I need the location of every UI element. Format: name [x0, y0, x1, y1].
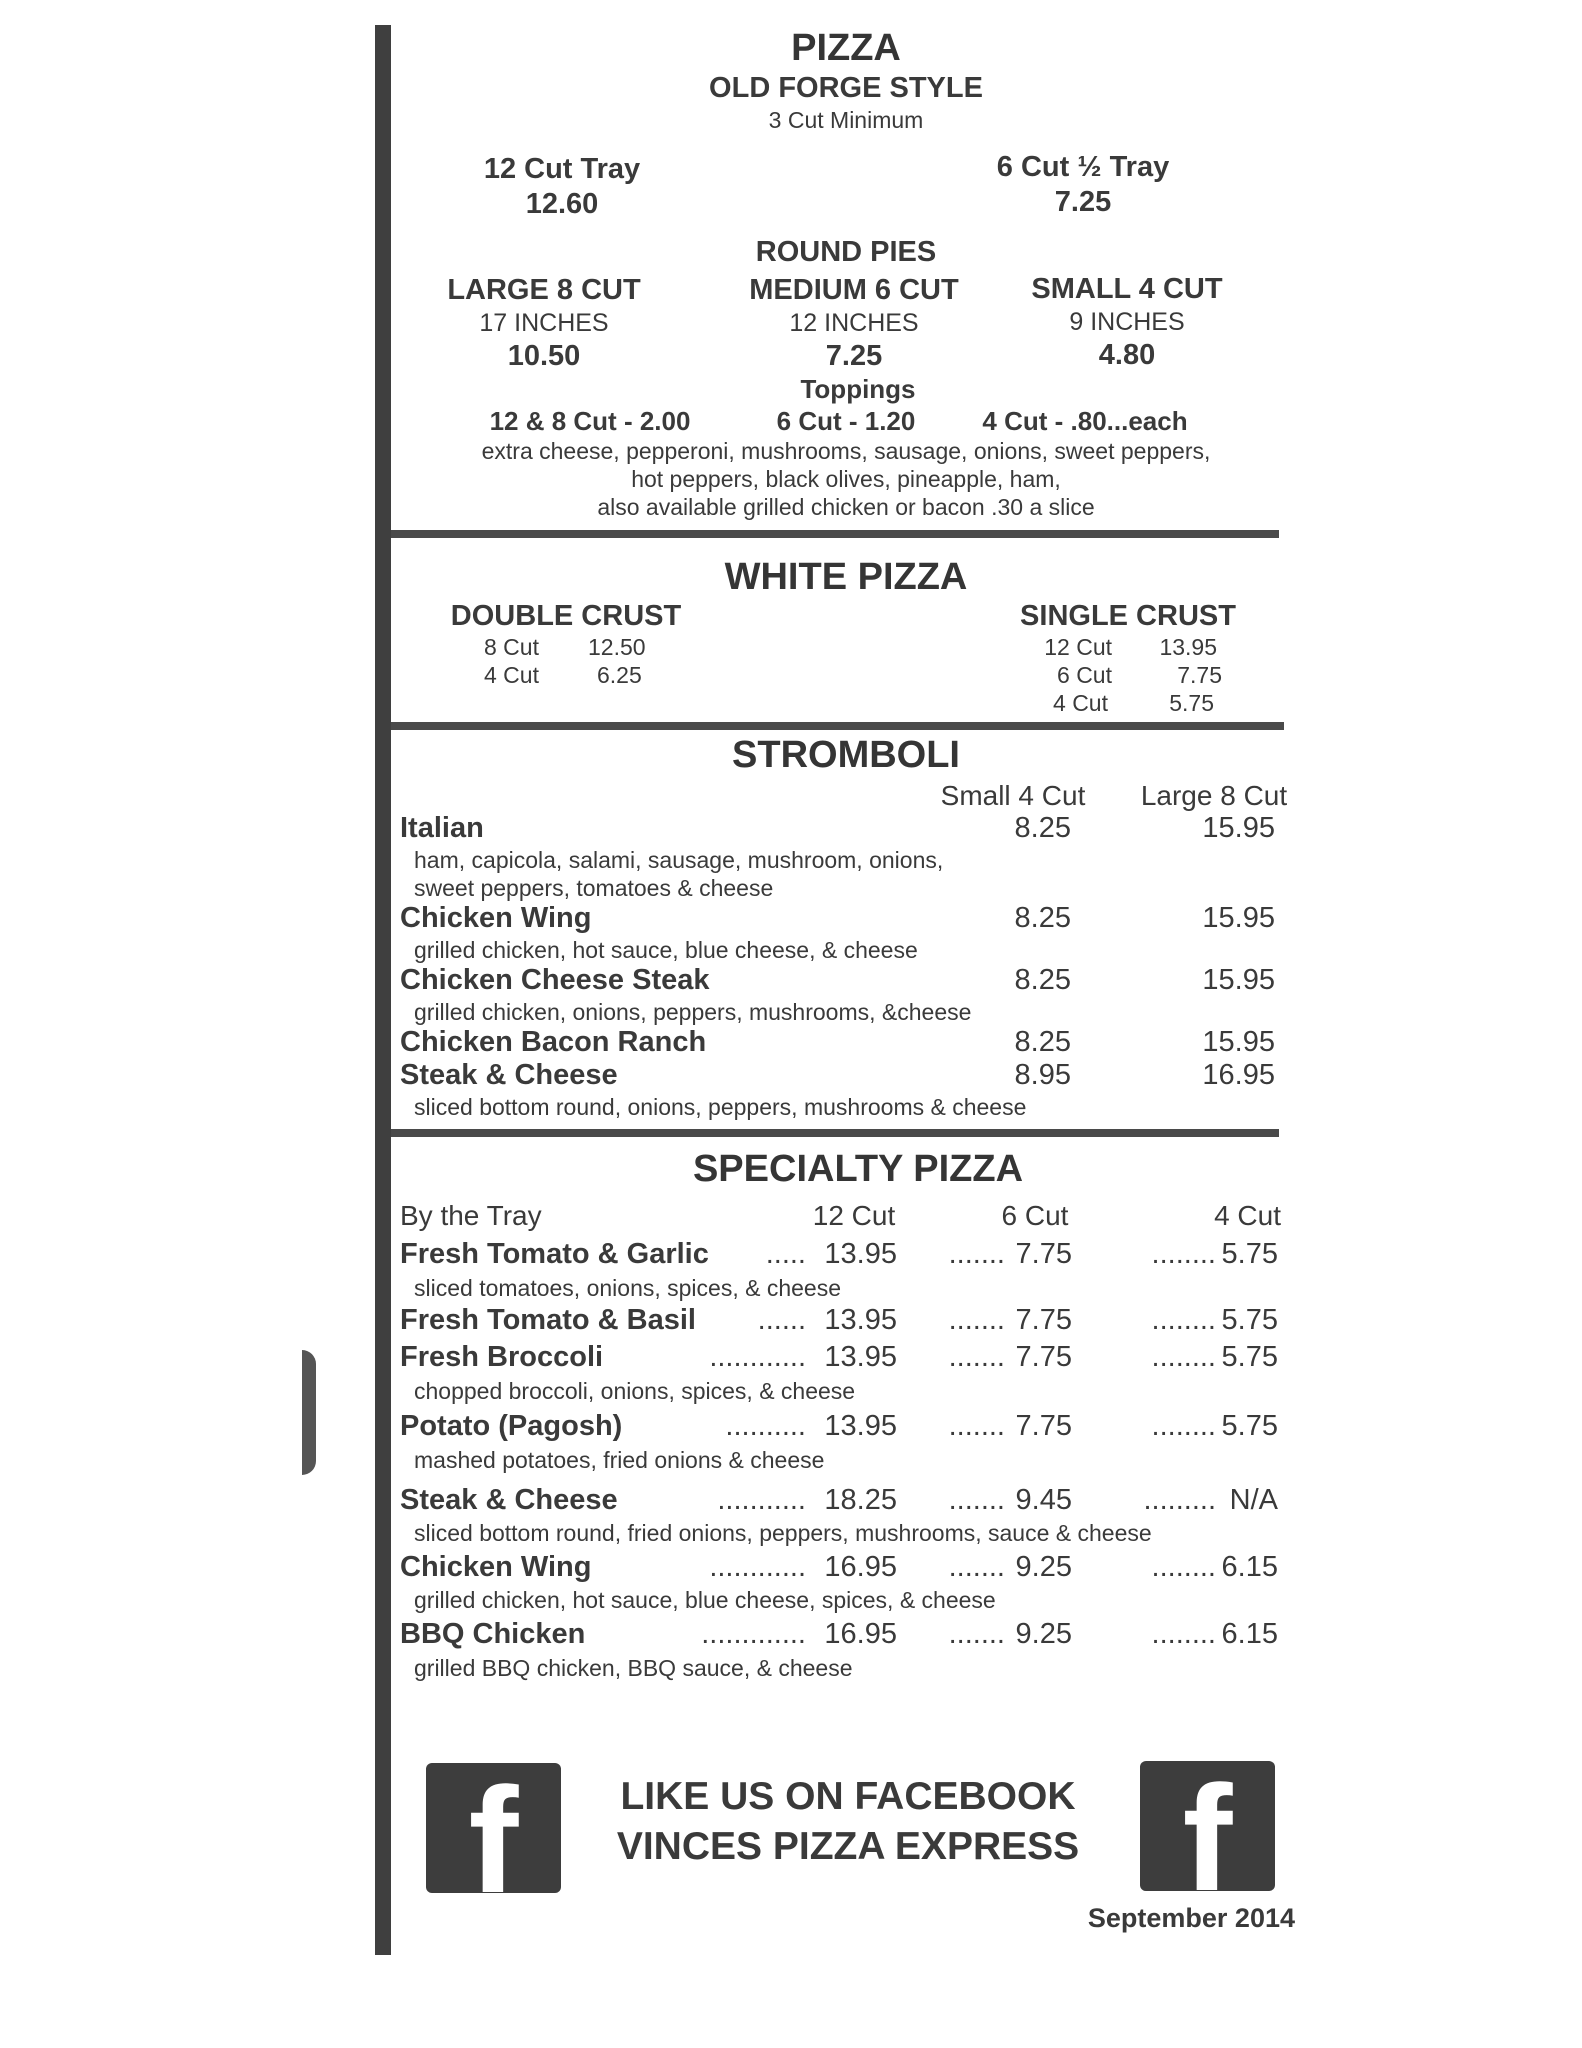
specialty-item-name: BBQ Chicken — [400, 1618, 586, 1650]
specialty-item-leader-dots: ............. — [701, 1618, 806, 1650]
stromboli-item-small-price: 8.25 — [1014, 902, 1071, 934]
specialty-item-price-6: 7.75 — [1015, 1238, 1072, 1270]
specialty-item-name: Steak & Cheese — [400, 1484, 618, 1516]
scan-margin-mark — [302, 1350, 316, 1475]
specialty-item-price-12: 16.95 — [824, 1618, 897, 1650]
specialty-item-price-12: 13.95 — [824, 1304, 897, 1336]
stromboli-item-desc: sliced bottom round, onions, peppers, mushrooms & cheese — [414, 1094, 1027, 1120]
specialty-item-price-12: 18.25 — [824, 1484, 897, 1516]
facebook-f-glyph: f — [468, 1763, 519, 1893]
pizza-minimum: 3 Cut Minimum — [768, 107, 924, 133]
topping-price-6: 6 Cut - 1.20 — [776, 406, 916, 436]
stromboli-item-desc: ham, capicola, salami, sausage, mushroom, onions, — [414, 847, 944, 873]
specialty-item-leader-dots: ....... — [948, 1304, 1005, 1336]
stromboli-item-name: Chicken Bacon Ranch — [400, 1026, 707, 1058]
specialty-item-price-12: 13.95 — [824, 1341, 897, 1373]
specialty-item-price-6: 9.25 — [1015, 1551, 1072, 1583]
specialty-item-leader-dots: ....... — [948, 1238, 1005, 1270]
section-divider-3 — [391, 1129, 1279, 1137]
pizza-title: PIZZA — [791, 27, 901, 69]
specialty-item-leader-dots: ........ — [1151, 1618, 1216, 1650]
specialty-item-name: Potato (Pagosh) — [400, 1410, 623, 1442]
topping-price-4: 4 Cut - .80...each — [982, 406, 1188, 436]
specialty-col-4: 4 Cut — [1214, 1200, 1281, 1231]
round-pies-title: ROUND PIES — [755, 236, 937, 268]
stromboli-item-name: Italian — [400, 812, 484, 844]
single-crust-title: SINGLE CRUST — [1020, 600, 1236, 632]
footer-date: September 2014 — [1087, 1903, 1295, 1933]
specialty-item-leader-dots: ........ — [1151, 1304, 1216, 1336]
round-small-price: 4.80 — [1098, 339, 1156, 371]
specialty-item-desc: chopped broccoli, onions, spices, & cheese — [414, 1378, 856, 1404]
round-large-price: 10.50 — [507, 340, 581, 372]
round-small-size: 9 INCHES — [1069, 308, 1185, 336]
specialty-item-name: Chicken Wing — [400, 1551, 592, 1583]
stromboli-item-small-price: 8.25 — [1014, 812, 1071, 844]
specialty-item-price-12: 13.95 — [824, 1238, 897, 1270]
stromboli-item-large-price: 15.95 — [1202, 812, 1275, 844]
round-medium-size: 12 INCHES — [789, 309, 919, 337]
specialty-item-leader-dots: ........ — [1151, 1341, 1216, 1373]
specialty-title: SPECIALTY PIZZA — [692, 1148, 1024, 1190]
single-crust-4-price: 5.75 — [1169, 690, 1214, 716]
specialty-item-price-4: 5.75 — [1221, 1238, 1278, 1270]
facebook-f-glyph: f — [1182, 1761, 1233, 1891]
specialty-item-leader-dots: ....... — [948, 1484, 1005, 1516]
specialty-item-leader-dots: ........ — [1151, 1410, 1216, 1442]
specialty-item-name: Fresh Tomato & Garlic — [400, 1238, 709, 1270]
specialty-item-leader-dots: ............ — [709, 1551, 806, 1583]
specialty-item-leader-dots: ....... — [948, 1410, 1005, 1442]
specialty-item-price-4: 6.15 — [1221, 1551, 1278, 1583]
specialty-item-price-12: 13.95 — [824, 1410, 897, 1442]
specialty-item-price-12: 16.95 — [824, 1551, 897, 1583]
specialty-by-tray: By the Tray — [400, 1200, 542, 1231]
round-medium-label: MEDIUM 6 CUT — [749, 274, 959, 306]
specialty-item-price-6: 7.75 — [1015, 1410, 1072, 1442]
round-small-label: SMALL 4 CUT — [1031, 273, 1223, 305]
toppings-list-line-3: also available grilled chicken or bacon .30 a slice — [597, 494, 1095, 520]
left-border-bar — [375, 25, 391, 1955]
specialty-item-price-4: 5.75 — [1221, 1304, 1278, 1336]
specialty-item-desc: grilled BBQ chicken, BBQ sauce, & cheese — [414, 1655, 853, 1681]
double-crust-4-price: 6.25 — [597, 662, 642, 688]
specialty-item-leader-dots: ............ — [709, 1341, 806, 1373]
single-crust-12-cut: 12 Cut — [1044, 634, 1112, 660]
specialty-item-price-6: 9.45 — [1015, 1484, 1072, 1516]
specialty-item-leader-dots: ..... — [765, 1238, 806, 1270]
double-crust-8-cut: 8 Cut — [484, 634, 539, 660]
double-crust-title: DOUBLE CRUST — [450, 600, 682, 632]
double-crust-8-price: 12.50 — [588, 634, 646, 660]
facebook-icon — [426, 1763, 561, 1893]
stromboli-item-large-price: 15.95 — [1202, 1026, 1275, 1058]
single-crust-12-price: 13.95 — [1159, 634, 1217, 660]
specialty-item-price-6: 7.75 — [1015, 1304, 1072, 1336]
specialty-item-price-4: N/A — [1229, 1484, 1278, 1516]
stromboli-item-name: Chicken Wing — [400, 902, 592, 934]
section-divider-2 — [391, 722, 1284, 730]
round-medium-price: 7.25 — [825, 340, 883, 372]
stromboli-item-large-price: 15.95 — [1202, 964, 1275, 996]
round-large-size: 17 INCHES — [479, 309, 609, 337]
white-pizza-title: WHITE PIZZA — [724, 556, 968, 598]
toppings-list-line-2: hot peppers, black olives, pineapple, ham, — [631, 466, 1061, 492]
specialty-item-price-6: 9.25 — [1015, 1618, 1072, 1650]
specialty-item-desc: sliced tomatoes, onions, spices, & cheese — [414, 1275, 842, 1301]
specialty-item-price-4: 6.15 — [1221, 1618, 1278, 1650]
specialty-item-desc: sliced bottom round, fried onions, peppers, mushrooms, sauce & cheese — [414, 1520, 1152, 1546]
facebook-icon — [1140, 1761, 1275, 1891]
stromboli-item-name: Steak & Cheese — [400, 1059, 618, 1091]
stromboli-item-name: Chicken Cheese Steak — [400, 964, 710, 996]
specialty-col-12: 12 Cut — [812, 1200, 896, 1231]
round-large-label: LARGE 8 CUT — [447, 274, 641, 306]
stromboli-title: STROMBOLI — [732, 734, 960, 776]
specialty-item-leader-dots: ....... — [948, 1341, 1005, 1373]
specialty-item-price-6: 7.75 — [1015, 1341, 1072, 1373]
stromboli-col-large: Large 8 Cut — [1140, 780, 1288, 811]
section-divider-1 — [391, 530, 1279, 538]
specialty-item-desc: mashed potatoes, fried onions & cheese — [414, 1447, 825, 1473]
specialty-item-leader-dots: ......... — [1143, 1484, 1216, 1516]
stromboli-item-small-price: 8.25 — [1014, 964, 1071, 996]
double-crust-4-cut: 4 Cut — [484, 662, 539, 688]
single-crust-6-cut: 6 Cut — [1057, 662, 1112, 688]
pizza-subtitle: OLD FORGE STYLE — [709, 72, 983, 104]
topping-price-12-8: 12 & 8 Cut - 2.00 — [489, 406, 691, 436]
footer-like-us: LIKE US ON FACEBOOK — [620, 1775, 1076, 1818]
toppings-title: Toppings — [800, 374, 916, 404]
stromboli-item-small-price: 8.95 — [1014, 1059, 1071, 1091]
specialty-item-leader-dots: ........... — [717, 1484, 806, 1516]
stromboli-item-large-price: 16.95 — [1202, 1059, 1275, 1091]
tray-12-label: 12 Cut Tray — [483, 153, 641, 185]
stromboli-item-desc: grilled chicken, onions, peppers, mushrooms, &cheese — [414, 999, 972, 1025]
footer-restaurant-name: VINCES PIZZA EXPRESS — [616, 1825, 1080, 1868]
tray-6-label: 6 Cut ½ Tray — [996, 151, 1170, 183]
specialty-item-name: Fresh Broccoli — [400, 1341, 604, 1373]
specialty-item-leader-dots: ...... — [757, 1304, 806, 1336]
specialty-item-leader-dots: .......... — [725, 1410, 806, 1442]
specialty-item-leader-dots: ....... — [948, 1618, 1005, 1650]
specialty-item-leader-dots: ........ — [1151, 1238, 1216, 1270]
specialty-item-leader-dots: ....... — [948, 1551, 1005, 1583]
single-crust-4-cut: 4 Cut — [1053, 690, 1108, 716]
tray-6-price: 7.25 — [1054, 186, 1112, 218]
specialty-item-price-4: 5.75 — [1221, 1410, 1278, 1442]
specialty-item-name: Fresh Tomato & Basil — [400, 1304, 696, 1336]
single-crust-6-price: 7.75 — [1177, 662, 1222, 688]
stromboli-col-small: Small 4 Cut — [940, 780, 1086, 811]
stromboli-item-large-price: 15.95 — [1202, 902, 1275, 934]
stromboli-item-small-price: 8.25 — [1014, 1026, 1071, 1058]
specialty-item-price-4: 5.75 — [1221, 1341, 1278, 1373]
specialty-col-6: 6 Cut — [1001, 1200, 1069, 1231]
toppings-list-line-1: extra cheese, pepperoni, mushrooms, sausage, onions, sweet peppers, — [481, 438, 1211, 464]
tray-12-price: 12.60 — [525, 188, 599, 220]
specialty-item-desc: grilled chicken, hot sauce, blue cheese, spices, & cheese — [414, 1587, 996, 1613]
stromboli-item-desc: sweet peppers, tomatoes & cheese — [414, 875, 774, 901]
specialty-item-leader-dots: ........ — [1151, 1551, 1216, 1583]
stromboli-item-desc: grilled chicken, hot sauce, blue cheese, & cheese — [414, 937, 918, 963]
